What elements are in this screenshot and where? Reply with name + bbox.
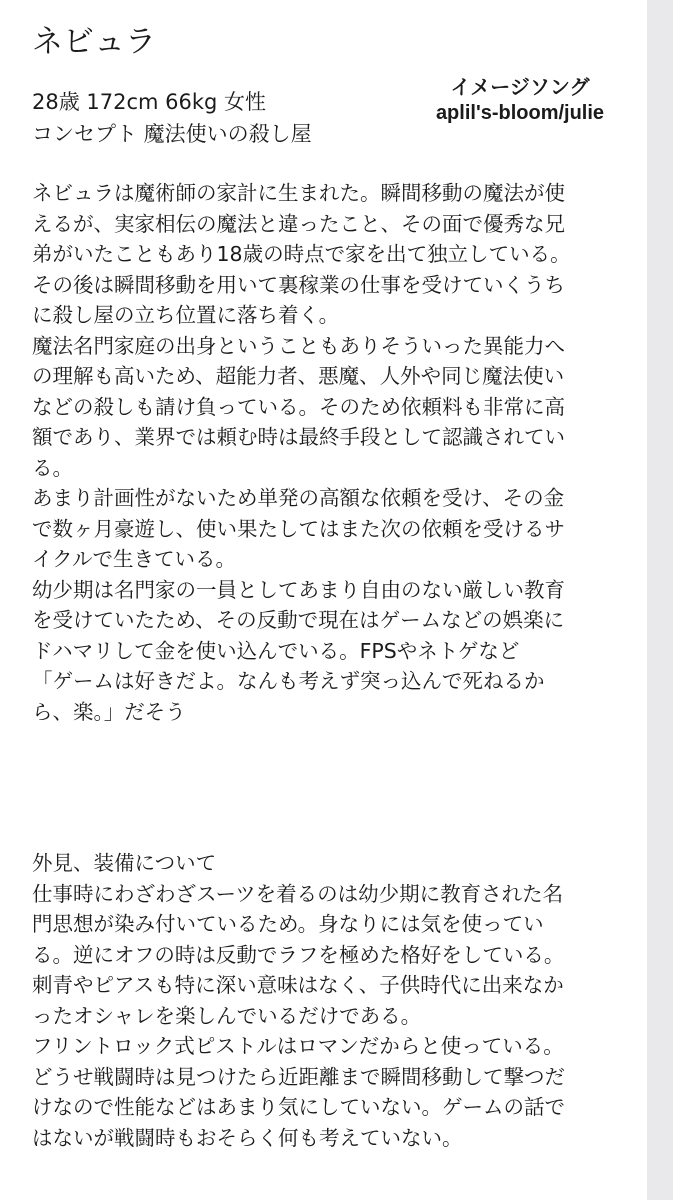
bio-line: 額であり、業界では頼む時は最終手段として認識されてい xyxy=(32,425,565,449)
appearance-line: はないが戦闘時もおそらく何も考えていない。 xyxy=(32,1125,463,1150)
bio-line: ら、楽。」だそう xyxy=(32,699,186,724)
appearance-line: どうせ戦闘時は見つけたら近距離まで瞬間移動して撃つだ xyxy=(32,1064,565,1089)
appearance-line: 仕事時にわざわざスーツを着るのは幼少期に教育された名 xyxy=(32,881,564,906)
appearance-section xyxy=(32,848,640,1153)
page-title: ネビュラ xyxy=(32,24,156,60)
image-song-label: イメージソング xyxy=(450,77,590,99)
bio-line: イクルで生きている。 xyxy=(32,547,236,571)
appearance-line: フリントロック式ピストルはロマンだからと使っている。 xyxy=(32,1034,564,1058)
profile-concept: コンセプト 魔法使いの殺し屋 xyxy=(32,122,312,146)
bio-line: 弟がいたこともあり18歳の時点で家を出て独立している。 xyxy=(32,242,571,266)
appearance-heading: 外見、装備について xyxy=(32,851,217,875)
image-song-value: aplil's-bloom/julie xyxy=(435,102,605,124)
bio-line: に殺し屋の立ち位置に落ち着く。 xyxy=(32,303,340,327)
bio-line: 幼少期は名門家の一員としてあまり自由のない厳しい教育 xyxy=(32,577,565,602)
bio-line: 「ゲームは好きだよ。なんも考えず突っ込んで死ねるか xyxy=(32,669,545,693)
appearance-line: 門思想が染み付いているため。身なりには気を使ってい xyxy=(32,912,544,936)
bio-line: の理解も高いため、超能力者、悪魔、人外や同じ魔法使い xyxy=(32,364,565,388)
scrollbar-track[interactable] xyxy=(647,0,673,1200)
appearance-line: ったオシャレを楽しんでいるだけである。 xyxy=(32,1003,422,1028)
appearance-line: る。逆にオフの時は反動でラフを極めた格好をしている。 xyxy=(32,942,565,967)
bio-section xyxy=(32,178,640,727)
appearance-line: けなので性能などはあまり気にしていない。ゲームの話で xyxy=(32,1095,565,1119)
bio-line: などの殺しも請け負っている。そのため依頼料も非常に高 xyxy=(32,394,565,419)
bio-line: を受けていたため、その反動で現在はゲームなどの娯楽に xyxy=(32,608,565,632)
image-song-block xyxy=(412,76,628,126)
bio-line: ネビュラは魔術師の家計に生まれた。瞬間移動の魔法が使 xyxy=(32,181,565,205)
profile-stats: 28歳 172cm 66kg 女性 xyxy=(32,90,267,114)
bio-line: で数ヶ月豪遊し、使い果たしてはまた次の依頼を受けるサ xyxy=(32,516,565,541)
profile-block xyxy=(32,86,312,150)
bio-line: その後は瞬間移動を用いて裏稼業の仕事を受けていくうち xyxy=(32,272,565,297)
bio-line: 魔法名門家庭の出身ということもありそういった異能力へ xyxy=(32,333,565,358)
bio-line: えるが、実家相伝の魔法と違ったこと、その面で優秀な兄 xyxy=(32,211,565,236)
bio-line: ドハマリして金を使い込んでいる。FPSやネトゲなど xyxy=(32,638,520,663)
bio-line: る。 xyxy=(32,455,73,480)
bio-line: あまり計画性がないため単発の高額な依頼を受け、その金 xyxy=(32,486,565,510)
appearance-line: 刺青やピアスも特に深い意味はなく、子供時代に出来なか xyxy=(32,973,564,997)
